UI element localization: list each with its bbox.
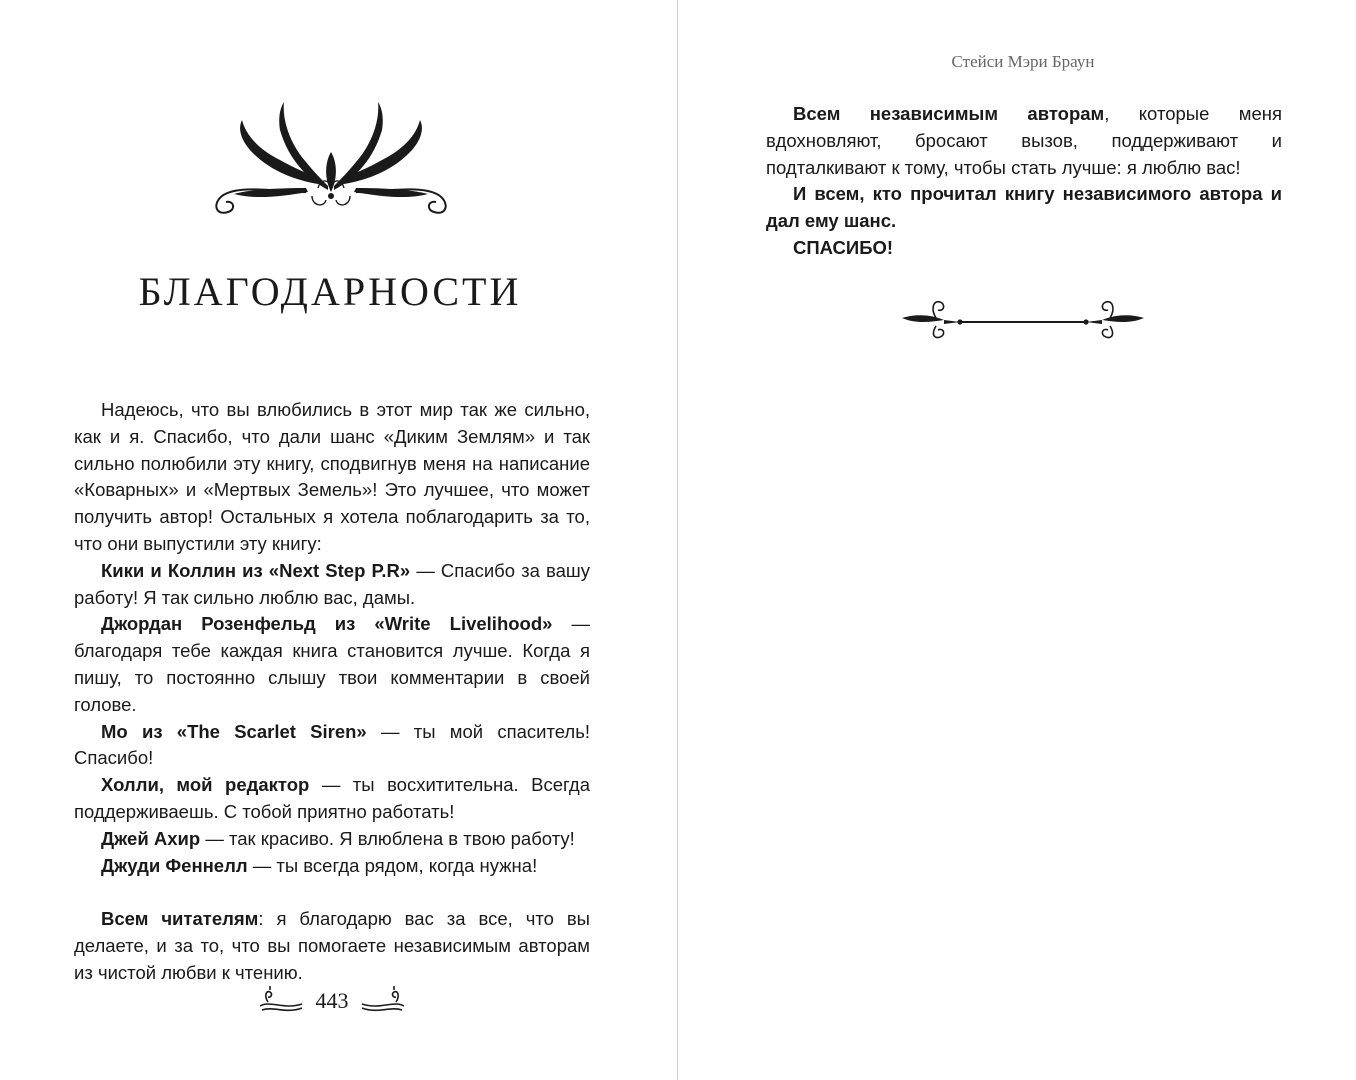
left-page — [0, 0, 677, 1080]
acknowledgements-text — [74, 397, 590, 987]
holly-paragraph — [74, 772, 590, 826]
jay-paragraph — [74, 826, 590, 853]
paragraph-gap — [74, 879, 590, 906]
judy-name: Джуди Феннелл — [101, 854, 248, 876]
readers-paragraph — [74, 906, 590, 986]
authors-paragraph — [766, 101, 1282, 181]
mo-text: — ты мой спаситель! Спасибо! — [74, 720, 591, 769]
right-page — [678, 0, 1356, 1080]
thanks-text: СПАСИБО! — [793, 236, 894, 258]
jay-name: Джей Ахир — [101, 827, 201, 849]
kiki-paragraph — [74, 558, 590, 612]
flourish-right-icon — [360, 984, 406, 1014]
mo-paragraph — [74, 719, 590, 773]
jordan-name: Джордан Розенфельд из «Write Livelihood» — [101, 613, 553, 635]
jordan-text: — благодаря тебе каждая книга становится лучше. Когда я пишу, то постоянно слышу твои комментарии в своей голове. — [74, 613, 590, 715]
holly-name: Холли, мой редактор — [101, 774, 310, 796]
running-head-author: Стейси Мэри Браун — [951, 52, 1095, 71]
indie-readers-paragraph — [766, 181, 1282, 235]
authors-text: , которые меня вдохновляют, бросают вызов, поддерживают и подталкивают к тому, чтобы стать лучше: я люблю вас! — [766, 103, 1282, 178]
kiki-name: Кики и Коллин из «Next Step P.R» — [101, 559, 411, 581]
chapter-ornament-icon — [208, 100, 454, 220]
jordan-paragraph — [74, 611, 590, 718]
readers-name: Всем читателям — [101, 908, 259, 930]
thanks-paragraph — [766, 235, 1282, 262]
kiki-text: — Спасибо за вашу работу! Я так сильно люблю вас, дамы. — [74, 559, 591, 608]
indie-readers-text: И всем, кто прочитал книгу независимого автора и дал ему шанс. — [766, 183, 1282, 232]
judy-paragraph — [74, 853, 590, 880]
mo-name: Мо из «The Scarlet Siren» — [101, 720, 367, 742]
authors-name: Всем независимым авторам — [793, 103, 1105, 124]
page-footer — [258, 978, 406, 1022]
jay-text: — так красиво. Я влюблена в твою работу! — [200, 827, 575, 849]
judy-text: — ты всегда рядом, когда нужна! — [247, 854, 538, 876]
flourish-left-icon — [258, 984, 304, 1014]
readers-text: : я благодарю вас за все, что вы делаете, и за то, что вы помогаете независимым авторам из чистой любви к чтению. — [74, 908, 590, 983]
right-page-text — [766, 101, 1282, 262]
page-number: 443 — [315, 988, 349, 1013]
chapter-title: БЛАГОДАРНОСТИ — [138, 269, 522, 314]
holly-text: — ты восхитительна. Всегда поддерживаешь. С тобой приятно работать! — [74, 774, 590, 822]
intro-paragraph: Надеюсь, что вы влюбились в этот мир так же сильно, как и я. Спасибо, что дали шанс «Диким Землям» и так сильно полюбили эту книгу, сподвигнув меня на написание «Коварных» и «Мертвых Земель»! Это лучшее, что может получить автор! Остальных я хотела поблагодарить за то, что они выпустили эту книгу: — [74, 399, 590, 554]
end-ornament-icon — [900, 296, 1146, 340]
